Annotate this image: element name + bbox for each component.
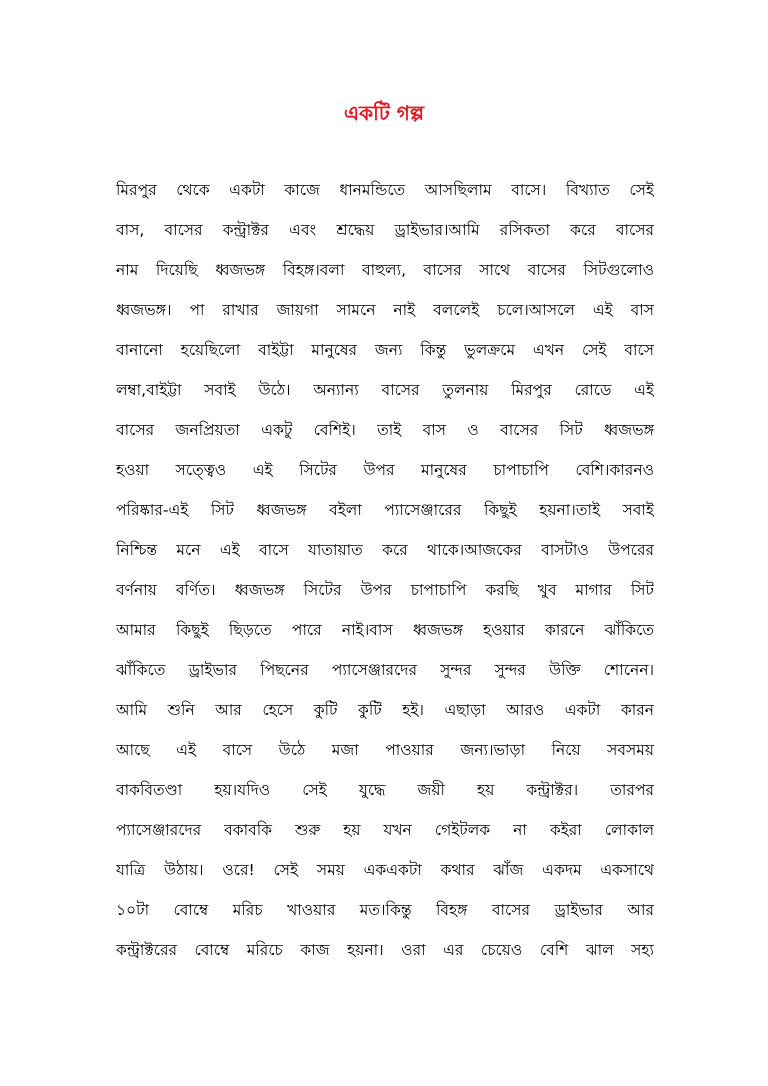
text-line-20: কন্ট্রাক্টরের বোম্বে মরিচে কাজ হয়না। ওরা এর চেয়েও বেশি ঝাল সহ্য [116, 941, 654, 959]
text-line-5: বানানো হয়েছিলো বাইট্টা মানুষের জন্য কিন্তু ভুলক্রমে এখন সেই বাসে [116, 341, 654, 359]
text-line-15: আছে এই বাসে উঠে মজা পাওয়ার জন্য।ভাড়া নিয়ে সবসময় [116, 741, 654, 759]
document-title: একটি গল্প [343, 101, 425, 125]
text-line-10: নিশ্চিন্ত মনে এই বাসে যাতায়াত করে থাকে।আজকের বাসটাও উপরের [116, 541, 654, 559]
text-line-18: যাত্রি উঠায়। ওরে! সেই সময় একএকটা কথার ঝাঁজ একদম একসাথে [116, 861, 654, 879]
text-line-7: বাসের জনপ্রিয়তা একটু বেশিই। তাই বাস ও বাসের সিট ধ্বজভঙ্গ [116, 421, 654, 439]
text-line-14: আমি শুনি আর হেসে কুটি কুটি হই। এছাড়া আরও একটা কারন [116, 701, 654, 719]
text-line-6: লম্বা,বাইট্টা সবাই উঠে। অন্যান্য বাসের তুলনায় মিরপুর রোডে এই [116, 381, 654, 399]
text-line-17: প্যাসেঞ্জারদের বকাবকি শুরু হয় যখন গেইটলক না কইরা লোকাল [116, 821, 654, 839]
text-line-13: ঝাঁকিতে ড্রাইভার পিছনের প্যাসেঞ্জারদের সুন্দর সুন্দর উক্তি শোনেন। [116, 661, 654, 679]
text-line-12: আমার কিছুই ছিড়তে পারে নাই।বাস ধ্বজভঙ্গ হওয়ার কারনে ঝাঁকিতে [116, 621, 654, 639]
text-line-1: মিরপুর থেকে একটা কাজে ধানমন্ডিতে আসছিলাম বাসে। বিখ্যাত সেই [116, 181, 654, 199]
text-line-19: ১০টা বোম্বে মরিচ খাওয়ার মত।কিন্তু বিহঙ্গ বাসের ড্রাইভার আর [116, 901, 654, 919]
text-line-4: ধ্বজভঙ্গ। পা রাখার জায়গা সামনে নাই বললেই চলে।আসলে এই বাস [116, 301, 654, 319]
text-line-2: বাস, বাসের কন্ট্রাক্টর এবং শ্রদ্ধেয় ড্রাইভার।আমি রসিকতা করে বাসের [116, 221, 654, 239]
text-line-11: বর্ণনায় বর্ণিত। ধ্বজভঙ্গ সিটের উপর চাপাচাপি করছি খুব মাগার সিট [116, 581, 654, 599]
text-line-16: বাকবিতণ্ডা হয়।যদিও সেই যুদ্ধে জয়ী হয় কন্ট্রাক্টর। তারপর [116, 781, 654, 799]
text-line-9: পরিষ্কার-এই সিট ধ্বজভঙ্গ বইলা প্যাসেঞ্জারের কিছুই হয়না।তাই সবাই [116, 501, 654, 519]
story-body [116, 170, 654, 970]
text-line-8: হওয়া সত্ত্বেও এই সিটের উপর মানুষের চাপাচাপি বেশি।কারনও [116, 461, 654, 479]
text-line-3: নাম দিয়েছি ধ্বজভঙ্গ বিহঙ্গ।বলা বাহুল্য, বাসের সাথে বাসের সিটগুলোও [116, 261, 654, 279]
